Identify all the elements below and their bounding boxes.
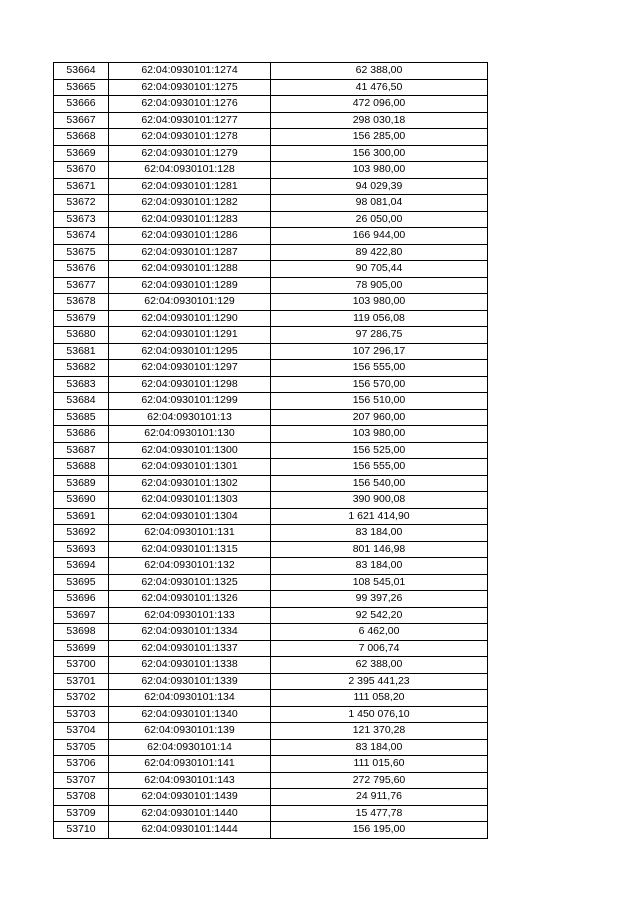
- table-row: [54, 79, 488, 96]
- table-row: [54, 591, 488, 608]
- cadastral-number-cell: 62:04:0930101:1315: [109, 541, 271, 558]
- cadastral-value-cell: 90 705,44: [271, 261, 488, 278]
- cadastral-value-cell: 111 058,20: [271, 690, 488, 707]
- table-row: [54, 657, 488, 674]
- table-row: [54, 723, 488, 740]
- row-number-cell: 53702: [54, 690, 109, 707]
- table-row: [54, 376, 488, 393]
- cadastral-number-cell: 62:04:0930101:1304: [109, 508, 271, 525]
- cadastral-value-cell: 156 540,00: [271, 475, 488, 492]
- cadastral-number-cell: 62:04:0930101:1337: [109, 640, 271, 657]
- cadastral-value-cell: 83 184,00: [271, 739, 488, 756]
- cadastral-value-cell: 103 980,00: [271, 426, 488, 443]
- row-number-cell: 53672: [54, 195, 109, 212]
- table-row: [54, 162, 488, 179]
- table-row: [54, 327, 488, 344]
- table-row: [54, 426, 488, 443]
- row-number-cell: 53665: [54, 79, 109, 96]
- cadastral-number-cell: 62:04:0930101:1290: [109, 310, 271, 327]
- cadastral-number-cell: 62:04:0930101:129: [109, 294, 271, 311]
- cadastral-value-cell: 15 477,78: [271, 805, 488, 822]
- cadastral-number-cell: 62:04:0930101:132: [109, 558, 271, 575]
- cadastral-number-cell: 62:04:0930101:14: [109, 739, 271, 756]
- table-row: [54, 706, 488, 723]
- table-row: [54, 459, 488, 476]
- cadastral-number-cell: 62:04:0930101:1288: [109, 261, 271, 278]
- table-row: [54, 624, 488, 641]
- row-number-cell: 53707: [54, 772, 109, 789]
- table-row: [54, 525, 488, 542]
- cadastral-number-cell: 62:04:0930101:1301: [109, 459, 271, 476]
- cadastral-number-cell: 62:04:0930101:134: [109, 690, 271, 707]
- cadastral-value-cell: 1 450 076,10: [271, 706, 488, 723]
- table-row: [54, 244, 488, 261]
- cadastral-value-cell: 83 184,00: [271, 525, 488, 542]
- cadastral-number-cell: 62:04:0930101:1340: [109, 706, 271, 723]
- row-number-cell: 53675: [54, 244, 109, 261]
- cadastral-number-cell: 62:04:0930101:1281: [109, 178, 271, 195]
- document-page: [53, 62, 487, 839]
- row-number-cell: 53703: [54, 706, 109, 723]
- cadastral-value-cell: 103 980,00: [271, 294, 488, 311]
- table-row: [54, 310, 488, 327]
- cadastral-value-cell: 62 388,00: [271, 63, 488, 80]
- cadastral-number-cell: 62:04:0930101:1299: [109, 393, 271, 410]
- row-number-cell: 53683: [54, 376, 109, 393]
- table-row: [54, 690, 488, 707]
- row-number-cell: 53685: [54, 409, 109, 426]
- cadastral-number-cell: 62:04:0930101:1302: [109, 475, 271, 492]
- row-number-cell: 53689: [54, 475, 109, 492]
- cadastral-number-cell: 62:04:0930101:1303: [109, 492, 271, 509]
- cadastral-number-cell: 62:04:0930101:1289: [109, 277, 271, 294]
- row-number-cell: 53688: [54, 459, 109, 476]
- row-number-cell: 53705: [54, 739, 109, 756]
- cadastral-value-cell: 156 555,00: [271, 360, 488, 377]
- row-number-cell: 53674: [54, 228, 109, 245]
- cadastral-value-cell: 7 006,74: [271, 640, 488, 657]
- cadastral-value-cell: 119 056,08: [271, 310, 488, 327]
- table-row: [54, 409, 488, 426]
- row-number-cell: 53699: [54, 640, 109, 657]
- row-number-cell: 53696: [54, 591, 109, 608]
- row-number-cell: 53666: [54, 96, 109, 113]
- cadastral-value-cell: 2 395 441,23: [271, 673, 488, 690]
- cadastral-number-cell: 62:04:0930101:141: [109, 756, 271, 773]
- cadastral-value-cell: 156 285,00: [271, 129, 488, 146]
- cadastral-value-cell: 41 476,50: [271, 79, 488, 96]
- row-number-cell: 53710: [54, 822, 109, 839]
- cadastral-number-cell: 62:04:0930101:1334: [109, 624, 271, 641]
- row-number-cell: 53695: [54, 574, 109, 591]
- row-number-cell: 53708: [54, 789, 109, 806]
- cadastral-value-cell: 156 300,00: [271, 145, 488, 162]
- cadastral-value-cell: 78 905,00: [271, 277, 488, 294]
- row-number-cell: 53709: [54, 805, 109, 822]
- cadastral-number-cell: 62:04:0930101:1295: [109, 343, 271, 360]
- row-number-cell: 53686: [54, 426, 109, 443]
- cadastral-value-cell: 156 555,00: [271, 459, 488, 476]
- cadastral-value-table: [53, 62, 488, 839]
- table-row: [54, 739, 488, 756]
- cadastral-number-cell: 62:04:0930101:1291: [109, 327, 271, 344]
- cadastral-number-cell: 62:04:0930101:1276: [109, 96, 271, 113]
- cadastral-number-cell: 62:04:0930101:1275: [109, 79, 271, 96]
- table-row: [54, 343, 488, 360]
- cadastral-number-cell: 62:04:0930101:1300: [109, 442, 271, 459]
- table-row: [54, 63, 488, 80]
- cadastral-number-cell: 62:04:0930101:1287: [109, 244, 271, 261]
- row-number-cell: 53697: [54, 607, 109, 624]
- table-row: [54, 574, 488, 591]
- row-number-cell: 53692: [54, 525, 109, 542]
- row-number-cell: 53671: [54, 178, 109, 195]
- cadastral-number-cell: 62:04:0930101:1278: [109, 129, 271, 146]
- table-row: [54, 195, 488, 212]
- cadastral-number-cell: 62:04:0930101:1274: [109, 63, 271, 80]
- row-number-cell: 53669: [54, 145, 109, 162]
- cadastral-number-cell: 62:04:0930101:131: [109, 525, 271, 542]
- cadastral-value-cell: 156 525,00: [271, 442, 488, 459]
- row-number-cell: 53682: [54, 360, 109, 377]
- table-body: [54, 63, 488, 839]
- row-number-cell: 53704: [54, 723, 109, 740]
- cadastral-number-cell: 62:04:0930101:1325: [109, 574, 271, 591]
- cadastral-number-cell: 62:04:0930101:1339: [109, 673, 271, 690]
- row-number-cell: 53687: [54, 442, 109, 459]
- table-row: [54, 442, 488, 459]
- table-row: [54, 261, 488, 278]
- table-row: [54, 178, 488, 195]
- cadastral-value-cell: 390 900,08: [271, 492, 488, 509]
- cadastral-value-cell: 92 542,20: [271, 607, 488, 624]
- cadastral-value-cell: 89 422,80: [271, 244, 488, 261]
- cadastral-value-cell: 472 096,00: [271, 96, 488, 113]
- row-number-cell: 53691: [54, 508, 109, 525]
- cadastral-value-cell: 108 545,01: [271, 574, 488, 591]
- cadastral-value-cell: 99 397,26: [271, 591, 488, 608]
- row-number-cell: 53694: [54, 558, 109, 575]
- row-number-cell: 53673: [54, 211, 109, 228]
- cadastral-value-cell: 24 911,76: [271, 789, 488, 806]
- cadastral-value-cell: 111 015,60: [271, 756, 488, 773]
- cadastral-value-cell: 98 081,04: [271, 195, 488, 212]
- table-row: [54, 393, 488, 410]
- cadastral-number-cell: 62:04:0930101:1440: [109, 805, 271, 822]
- table-row: [54, 673, 488, 690]
- cadastral-value-cell: 156 570,00: [271, 376, 488, 393]
- row-number-cell: 53676: [54, 261, 109, 278]
- cadastral-number-cell: 62:04:0930101:1283: [109, 211, 271, 228]
- table-row: [54, 756, 488, 773]
- cadastral-value-cell: 107 296,17: [271, 343, 488, 360]
- table-row: [54, 145, 488, 162]
- table-row: [54, 96, 488, 113]
- cadastral-number-cell: 62:04:0930101:1338: [109, 657, 271, 674]
- cadastral-value-cell: 156 510,00: [271, 393, 488, 410]
- cadastral-number-cell: 62:04:0930101:13: [109, 409, 271, 426]
- cadastral-value-cell: 156 195,00: [271, 822, 488, 839]
- cadastral-value-cell: 6 462,00: [271, 624, 488, 641]
- cadastral-value-cell: 97 286,75: [271, 327, 488, 344]
- table-row: [54, 112, 488, 129]
- table-row: [54, 277, 488, 294]
- cadastral-number-cell: 62:04:0930101:133: [109, 607, 271, 624]
- cadastral-number-cell: 62:04:0930101:1279: [109, 145, 271, 162]
- cadastral-number-cell: 62:04:0930101:1286: [109, 228, 271, 245]
- row-number-cell: 53680: [54, 327, 109, 344]
- cadastral-number-cell: 62:04:0930101:139: [109, 723, 271, 740]
- row-number-cell: 53678: [54, 294, 109, 311]
- cadastral-value-cell: 207 960,00: [271, 409, 488, 426]
- row-number-cell: 53698: [54, 624, 109, 641]
- cadastral-value-cell: 83 184,00: [271, 558, 488, 575]
- cadastral-number-cell: 62:04:0930101:1282: [109, 195, 271, 212]
- cadastral-value-cell: 26 050,00: [271, 211, 488, 228]
- row-number-cell: 53684: [54, 393, 109, 410]
- row-number-cell: 53700: [54, 657, 109, 674]
- cadastral-number-cell: 62:04:0930101:1326: [109, 591, 271, 608]
- table-row: [54, 129, 488, 146]
- row-number-cell: 53664: [54, 63, 109, 80]
- cadastral-value-cell: 801 146,98: [271, 541, 488, 558]
- cadastral-number-cell: 62:04:0930101:1277: [109, 112, 271, 129]
- row-number-cell: 53677: [54, 277, 109, 294]
- table-row: [54, 789, 488, 806]
- row-number-cell: 53667: [54, 112, 109, 129]
- row-number-cell: 53681: [54, 343, 109, 360]
- table-row: [54, 211, 488, 228]
- cadastral-number-cell: 62:04:0930101:143: [109, 772, 271, 789]
- cadastral-number-cell: 62:04:0930101:1439: [109, 789, 271, 806]
- table-row: [54, 772, 488, 789]
- table-row: [54, 492, 488, 509]
- row-number-cell: 53706: [54, 756, 109, 773]
- table-row: [54, 805, 488, 822]
- table-row: [54, 558, 488, 575]
- cadastral-value-cell: 272 795,60: [271, 772, 488, 789]
- cadastral-value-cell: 121 370,28: [271, 723, 488, 740]
- cadastral-number-cell: 62:04:0930101:1298: [109, 376, 271, 393]
- cadastral-number-cell: 62:04:0930101:1297: [109, 360, 271, 377]
- row-number-cell: 53670: [54, 162, 109, 179]
- table-row: [54, 607, 488, 624]
- row-number-cell: 53693: [54, 541, 109, 558]
- cadastral-number-cell: 62:04:0930101:128: [109, 162, 271, 179]
- cadastral-number-cell: 62:04:0930101:130: [109, 426, 271, 443]
- table-row: [54, 508, 488, 525]
- row-number-cell: 53679: [54, 310, 109, 327]
- cadastral-number-cell: 62:04:0930101:1444: [109, 822, 271, 839]
- row-number-cell: 53690: [54, 492, 109, 509]
- table-row: [54, 541, 488, 558]
- cadastral-value-cell: 166 944,00: [271, 228, 488, 245]
- cadastral-value-cell: 1 621 414,90: [271, 508, 488, 525]
- table-row: [54, 640, 488, 657]
- cadastral-value-cell: 62 388,00: [271, 657, 488, 674]
- table-row: [54, 360, 488, 377]
- row-number-cell: 53668: [54, 129, 109, 146]
- table-row: [54, 822, 488, 839]
- row-number-cell: 53701: [54, 673, 109, 690]
- cadastral-value-cell: 103 980,00: [271, 162, 488, 179]
- cadastral-value-cell: 94 029,39: [271, 178, 488, 195]
- cadastral-value-cell: 298 030,18: [271, 112, 488, 129]
- table-row: [54, 294, 488, 311]
- table-row: [54, 228, 488, 245]
- table-row: [54, 475, 488, 492]
